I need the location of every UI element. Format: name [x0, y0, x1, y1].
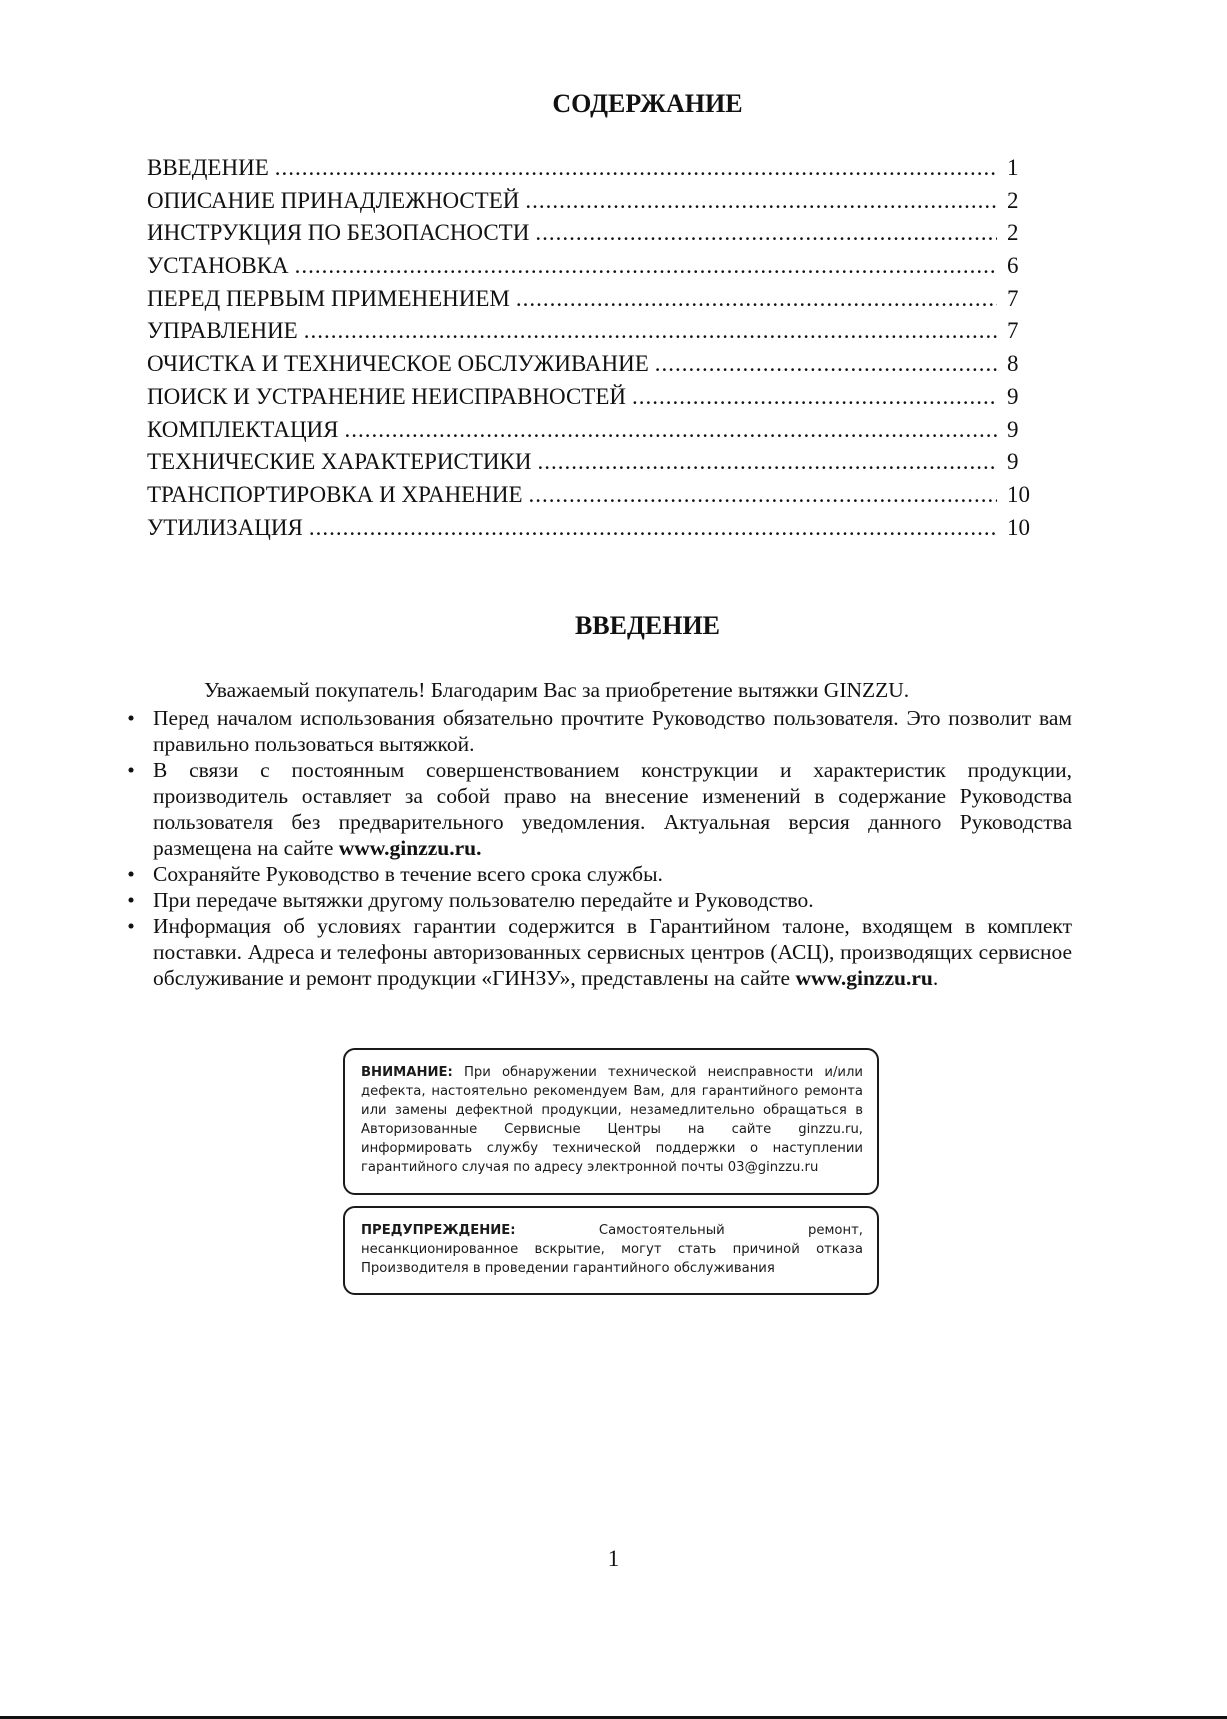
bullet-text: В связи с постоянным совершенствованием конструкции и характеристик продукции, производитель оставляет за собой право на внесение изменений в содержание Руководства пользователя без предварительного уведомления. Актуальная версия данного Руководства размещена на сайте	[153, 758, 1072, 860]
toc-entry-title: КОМПЛЕКТАЦИЯ	[147, 416, 339, 442]
toc-entry	[147, 351, 1037, 384]
toc-entry	[147, 318, 1037, 351]
toc-entry-title: ОЧИСТКА И ТЕХНИЧЕСКОЕ ОБСЛУЖИВАНИЕ	[147, 351, 649, 377]
toc-entry-title: УПРАВЛЕНИЕ	[147, 318, 298, 344]
toc-leader-dots	[309, 515, 997, 541]
table-of-contents	[147, 155, 1037, 547]
toc-heading-text: СОДЕРЖАНИЕ	[552, 89, 743, 118]
list-item	[124, 757, 1072, 861]
toc-leader-dots	[632, 384, 997, 410]
bullet-marker: •	[127, 706, 135, 730]
toc-entry	[147, 155, 1037, 188]
toc-entry-title: ИНСТРУКЦИЯ ПО БЕЗОПАСНОСТИ	[147, 220, 530, 246]
intro-heading-text: ВВЕДЕНИЕ	[574, 611, 721, 640]
toc-entry-page: 2	[1007, 187, 1019, 213]
toc-entry	[147, 253, 1037, 286]
bullet-text: Перед началом использования обязательно прочтите Руководство пользователя. Это позволит вам правильно пользоваться вытяжкой.	[153, 706, 1072, 756]
list-item	[124, 887, 1072, 913]
caution-text: Самостоятельный ремонт, несанкционированное вскрытие, могут стать причиной отказа Производителя в проведении гарантийного обслуживания	[361, 1223, 863, 1276]
toc-entry	[147, 515, 1037, 548]
toc-entry-page: 6	[1007, 253, 1019, 279]
toc-leader-dots	[304, 318, 997, 344]
toc-entry-title: ОПИСАНИЕ ПРИНАДЛЕЖНОСТЕЙ	[147, 187, 520, 213]
toc-entry-title: ПОИСК И УСТРАНЕНИЕ НЕИСПРАВНОСТЕЙ	[147, 383, 627, 409]
warning-text: При обнаружении технической неисправности и/или дефекта, настоятельно рекомендуем Вам, для гарантийного ремонта или замены дефектной продукции, незамедлительно обращаться в Авторизованные Сервисные Центры на сайте ginzzu.ru, информировать службу технической поддержки о наступлении гарантийного случая по адресу электронной почты 03@ginzzu.ru	[361, 1065, 863, 1175]
toc-entry-page: 8	[1007, 351, 1019, 377]
toc-entry-title: УСТАНОВКА	[147, 253, 289, 279]
toc-leader-dots	[345, 417, 997, 443]
toc-entry	[147, 188, 1037, 221]
intro-section	[124, 677, 1072, 991]
toc-leader-dots	[275, 155, 997, 181]
list-item	[124, 913, 1072, 991]
warning-notice-box	[343, 1048, 879, 1195]
website-link[interactable]: www.ginzzu.ru.	[338, 836, 482, 860]
bullet-marker: •	[127, 888, 135, 912]
toc-entry-page: 1	[1007, 155, 1019, 180]
toc-leader-dots	[535, 220, 997, 246]
toc-entry-page: 10	[1007, 481, 1030, 507]
website-link[interactable]: www.ginzzu.ru	[795, 966, 933, 990]
page-number: 1	[607, 1546, 620, 1571]
toc-entry	[147, 482, 1037, 515]
warning-label: ВНИМАНИЕ:	[361, 1065, 453, 1080]
caution-label: ПРЕДУПРЕЖДЕНИЕ:	[361, 1223, 516, 1238]
toc-leader-dots	[295, 253, 997, 279]
toc-entry	[147, 286, 1037, 319]
bullet-marker: •	[127, 914, 135, 938]
toc-heading	[34, 89, 1227, 119]
bullet-text: Информация об условиях гарантии содержится в Гарантийном талоне, входящем в комплект поставки. Адреса и телефоны авторизованных сервисных центров (АСЦ), производящих сервисное обслуживание и ремонт продукции «ГИНЗУ», представлены на сайте	[153, 914, 1072, 990]
list-item	[124, 705, 1072, 757]
caution-notice-box	[343, 1206, 879, 1295]
toc-entry-page: 2	[1007, 220, 1019, 246]
toc-entry-page: 7	[1007, 285, 1019, 311]
toc-leader-dots	[655, 351, 997, 377]
toc-leader-dots	[525, 188, 997, 214]
bullet-text: Сохраняйте Руководство в течение всего срока службы.	[153, 862, 663, 886]
toc-entry-page: 9	[1007, 383, 1019, 409]
toc-entry	[147, 220, 1037, 253]
toc-entry	[147, 449, 1037, 482]
bullet-text: При передаче вытяжки другому пользователю передайте и Руководство.	[153, 888, 814, 912]
toc-entry-title: УТИЛИЗАЦИЯ	[147, 514, 303, 540]
toc-entry	[147, 384, 1037, 417]
bullet-marker: •	[127, 862, 135, 886]
toc-entry-title: ВВЕДЕНИЕ	[147, 155, 269, 180]
toc-leader-dots	[529, 482, 998, 508]
toc-entry-page: 9	[1007, 416, 1019, 442]
list-item	[124, 861, 1072, 887]
toc-entry-page: 7	[1007, 318, 1019, 344]
toc-entry-title: ТЕХНИЧЕСКИЕ ХАРАКТЕРИСТИКИ	[147, 449, 532, 475]
intro-heading	[34, 611, 1227, 641]
toc-leader-dots	[538, 449, 998, 475]
toc-entry-title: ТРАНСПОРТИРОВКА И ХРАНЕНИЕ	[147, 481, 523, 507]
toc-entry-title: ПЕРЕД ПЕРВЫМ ПРИМЕНЕНИЕМ	[147, 285, 510, 311]
intro-lead-paragraph: Уважаемый покупатель! Благодарим Вас за приобретение вытяжки GINZZU.	[204, 678, 910, 702]
toc-entry	[147, 417, 1037, 450]
toc-entry-page: 10	[1007, 514, 1030, 540]
bullet-marker: •	[127, 758, 135, 782]
toc-leader-dots	[516, 286, 997, 312]
toc-entry-page: 9	[1007, 449, 1019, 475]
intro-bullet-list	[124, 705, 1072, 991]
bullet-text-end: .	[932, 966, 939, 990]
